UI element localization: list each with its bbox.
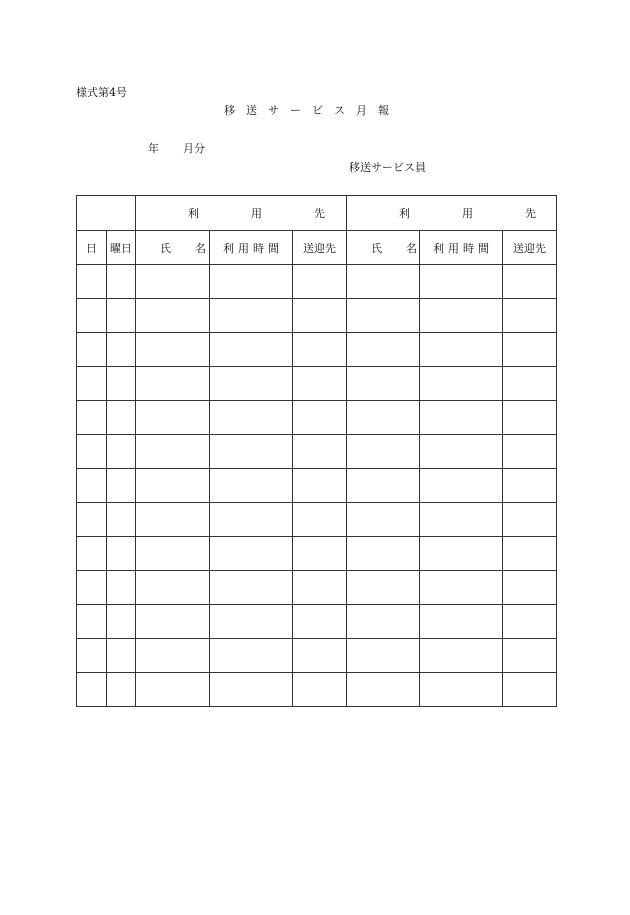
name-cell[interactable]: [347, 469, 420, 503]
time-cell[interactable]: [420, 367, 503, 401]
time-cell[interactable]: [420, 299, 503, 333]
day-cell[interactable]: [77, 571, 107, 605]
column-header-row: [77, 231, 557, 265]
group-header-right: 利用先: [347, 196, 557, 231]
destination-cell[interactable]: [503, 435, 557, 469]
destination-cell[interactable]: [503, 673, 557, 707]
col-name-right: 氏名: [347, 231, 420, 265]
col-name-left: 氏名: [136, 231, 210, 265]
destination-cell[interactable]: [293, 435, 347, 469]
form-number: 様式第4号: [76, 86, 127, 99]
time-cell[interactable]: [420, 503, 503, 537]
time-cell[interactable]: [210, 673, 293, 707]
destination-cell[interactable]: [293, 333, 347, 367]
name-cell[interactable]: [347, 401, 420, 435]
name-cell[interactable]: [136, 299, 210, 333]
time-cell[interactable]: [210, 537, 293, 571]
time-cell[interactable]: [210, 435, 293, 469]
weekday-cell[interactable]: [107, 673, 136, 707]
time-cell[interactable]: [420, 435, 503, 469]
time-cell[interactable]: [210, 401, 293, 435]
name-cell[interactable]: [347, 299, 420, 333]
name-cell[interactable]: [347, 435, 420, 469]
name-cell[interactable]: [136, 333, 210, 367]
data-rows: [77, 265, 557, 707]
destination-cell[interactable]: [503, 605, 557, 639]
day-cell[interactable]: [77, 639, 107, 673]
weekday-cell[interactable]: [107, 503, 136, 537]
time-cell[interactable]: [420, 401, 503, 435]
name-cell[interactable]: [347, 605, 420, 639]
name-cell[interactable]: [347, 265, 420, 299]
time-cell[interactable]: [210, 571, 293, 605]
destination-cell[interactable]: [503, 333, 557, 367]
destination-cell[interactable]: [503, 299, 557, 333]
weekday-cell[interactable]: [107, 639, 136, 673]
name-cell[interactable]: [136, 503, 210, 537]
time-cell[interactable]: [210, 605, 293, 639]
col-time-left: 利用時間: [210, 231, 293, 265]
time-cell[interactable]: [420, 333, 503, 367]
destination-cell[interactable]: [503, 537, 557, 571]
destination-cell[interactable]: [293, 537, 347, 571]
time-cell[interactable]: [210, 503, 293, 537]
time-cell[interactable]: [420, 673, 503, 707]
time-cell[interactable]: [210, 265, 293, 299]
name-cell[interactable]: [136, 469, 210, 503]
table-row: [77, 469, 557, 503]
day-cell[interactable]: [77, 469, 107, 503]
time-cell[interactable]: [210, 469, 293, 503]
destination-cell[interactable]: [293, 503, 347, 537]
time-cell[interactable]: [210, 333, 293, 367]
monthly-report-table: [76, 195, 589, 707]
destination-cell[interactable]: [293, 265, 347, 299]
weekday-cell[interactable]: [107, 367, 136, 401]
time-cell[interactable]: [420, 537, 503, 571]
destination-cell[interactable]: [503, 639, 557, 673]
destination-cell[interactable]: [293, 299, 347, 333]
weekday-cell[interactable]: [107, 333, 136, 367]
destination-cell[interactable]: [503, 469, 557, 503]
name-cell[interactable]: [136, 367, 210, 401]
staff-label: 移送サービス員: [349, 161, 426, 174]
table-row: [77, 503, 557, 537]
time-cell[interactable]: [420, 639, 503, 673]
name-cell[interactable]: [136, 571, 210, 605]
name-cell[interactable]: [136, 401, 210, 435]
table-row: [77, 333, 557, 367]
table-row: [77, 435, 557, 469]
time-cell[interactable]: [420, 469, 503, 503]
col-weekday: 曜日: [107, 231, 136, 265]
col-day: 日: [77, 231, 107, 265]
name-cell[interactable]: [136, 639, 210, 673]
day-cell[interactable]: [77, 333, 107, 367]
group-header-left: 利用先: [136, 196, 347, 231]
group-header-row: [77, 196, 557, 231]
destination-cell[interactable]: [503, 571, 557, 605]
destination-cell[interactable]: [293, 469, 347, 503]
time-cell[interactable]: [210, 639, 293, 673]
day-cell[interactable]: [77, 265, 107, 299]
name-cell[interactable]: [347, 639, 420, 673]
name-cell[interactable]: [136, 605, 210, 639]
destination-cell[interactable]: [293, 401, 347, 435]
destination-cell[interactable]: [503, 265, 557, 299]
destination-cell[interactable]: [293, 639, 347, 673]
period-month-label: 月分: [183, 142, 205, 155]
weekday-cell[interactable]: [107, 571, 136, 605]
name-cell[interactable]: [347, 367, 420, 401]
time-cell[interactable]: [420, 571, 503, 605]
table-row: [77, 299, 557, 333]
name-cell[interactable]: [347, 673, 420, 707]
blank-header-cell: [77, 196, 136, 231]
weekday-cell[interactable]: [107, 469, 136, 503]
col-destination-right: 送迎先: [503, 231, 557, 265]
day-cell[interactable]: [77, 605, 107, 639]
document-title: 移送サービス月報: [224, 104, 400, 117]
table-row: [77, 367, 557, 401]
name-cell[interactable]: [347, 503, 420, 537]
time-cell[interactable]: [420, 605, 503, 639]
time-cell[interactable]: [420, 265, 503, 299]
name-cell[interactable]: [136, 435, 210, 469]
destination-cell[interactable]: [293, 605, 347, 639]
weekday-cell[interactable]: [107, 537, 136, 571]
table-row: [77, 265, 557, 299]
col-time-right: 利用時間: [420, 231, 503, 265]
name-cell[interactable]: [136, 265, 210, 299]
destination-cell[interactable]: [503, 503, 557, 537]
day-cell[interactable]: [77, 503, 107, 537]
time-cell[interactable]: [210, 299, 293, 333]
table-row: [77, 571, 557, 605]
weekday-cell[interactable]: [107, 265, 136, 299]
day-cell[interactable]: [77, 537, 107, 571]
day-cell[interactable]: [77, 367, 107, 401]
weekday-cell[interactable]: [107, 435, 136, 469]
weekday-cell[interactable]: [107, 299, 136, 333]
destination-cell[interactable]: [503, 367, 557, 401]
weekday-cell[interactable]: [107, 605, 136, 639]
name-cell[interactable]: [347, 333, 420, 367]
name-cell[interactable]: [347, 537, 420, 571]
table-row: [77, 673, 557, 707]
day-cell[interactable]: [77, 673, 107, 707]
destination-cell[interactable]: [293, 367, 347, 401]
name-cell[interactable]: [136, 537, 210, 571]
name-cell[interactable]: [136, 673, 210, 707]
destination-cell[interactable]: [293, 673, 347, 707]
table-row: [77, 401, 557, 435]
destination-cell[interactable]: [293, 571, 347, 605]
period-year-label: 年: [148, 142, 159, 155]
table-row: [77, 537, 557, 571]
day-cell[interactable]: [77, 299, 107, 333]
col-destination-left: 送迎先: [293, 231, 347, 265]
table-row: [77, 605, 557, 639]
destination-cell[interactable]: [503, 401, 557, 435]
weekday-cell[interactable]: [107, 401, 136, 435]
day-cell[interactable]: [77, 401, 107, 435]
table-row: [77, 639, 557, 673]
day-cell[interactable]: [77, 435, 107, 469]
name-cell[interactable]: [347, 571, 420, 605]
time-cell[interactable]: [210, 367, 293, 401]
